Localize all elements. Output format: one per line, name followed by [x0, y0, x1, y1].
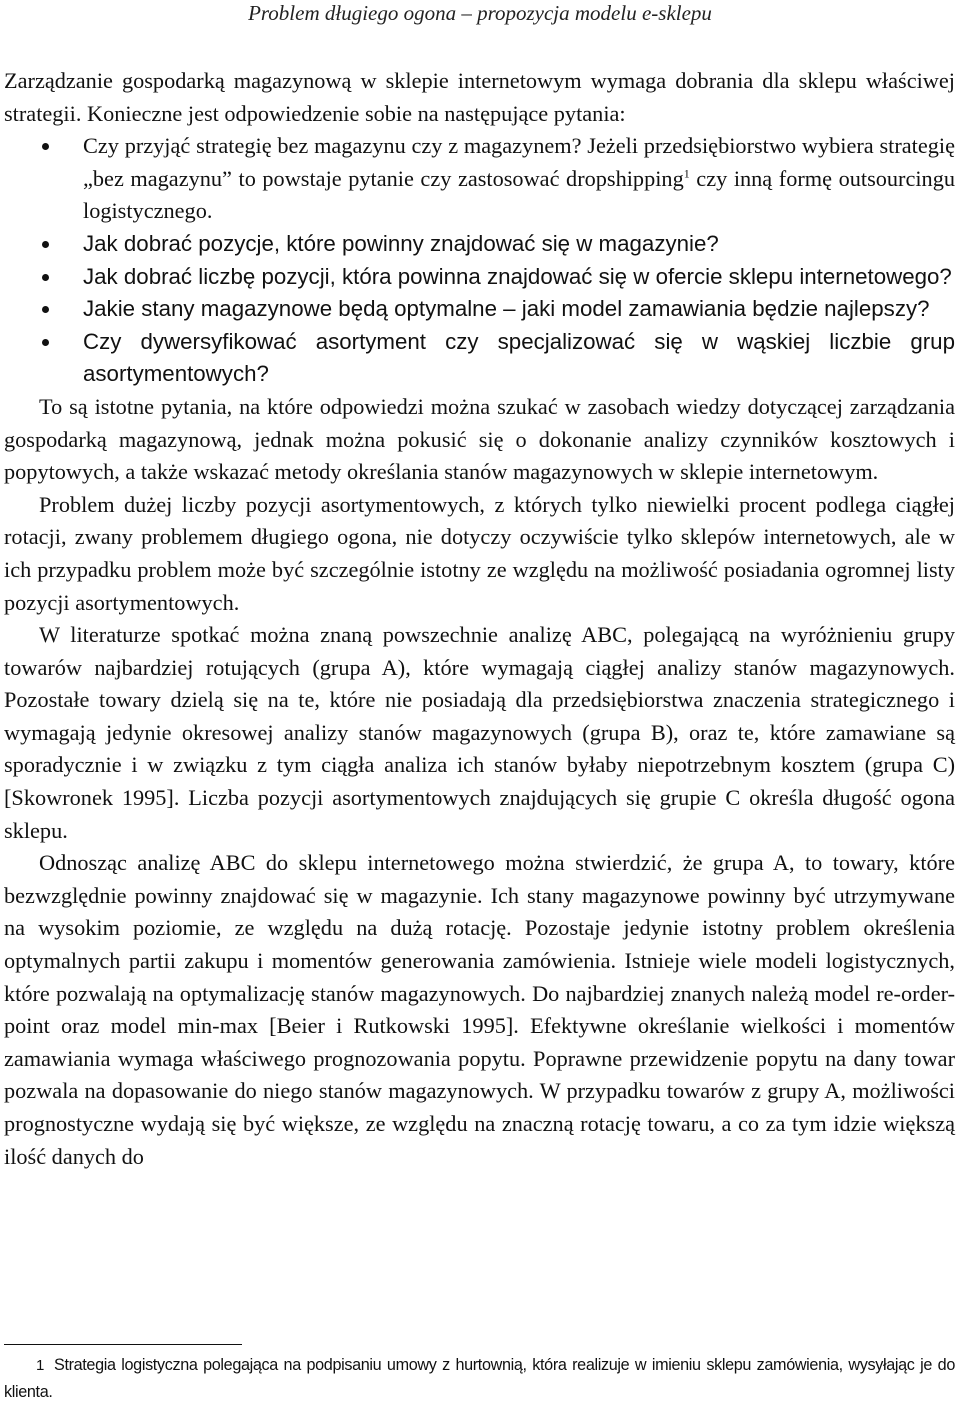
body-paragraph: To są istotne pytania, na które odpowiedzi można szukać w zasobach wiedzy dotyczącej zarządzania gospodarką magazynową, jednak można pokusić się o dokonanie analizy czynników kosztowych i popytowych, a także wskazać metody określania stanów magazynowych w sklepie internetowym. — [4, 393, 955, 485]
list-item-text: Jak dobrać liczbę pozycji, która powinna znajdować się w ofercie sklepu internetowego? — [83, 263, 952, 289]
bullet-icon — [42, 274, 49, 281]
footnote-ref[interactable]: 1 — [683, 166, 690, 181]
page-body — [4, 65, 955, 1173]
body-paragraph: Odnosząc analizę ABC do sklepu internetowego można stwierdzić, że grupa A, to towary, które bezwzględnie powinny znajdować się w magazynie. Ich stany magazynowe powinny być utrzymywane na wysokim poziomie, ze względu na dużą rotację. Pozostaje jedynie istotny problem określenia optymalnych partii zakupu i momentów generowania zamówienia. Istnieje wiele modeli logistycznych, które pozwalają na optymalizację stanów magazynowych. Do najbardziej znanych należą model re-order-point oraz model min-max [Beier i Rutkowski 1995]. Efektywne określanie wielkości i momentów zamawiania wymaga właściwego prognozowania popytu. Poprawne przewidzenie popytu na dany towar pozwala na dopasowanie do niego stanów magazynowych. W przypadku towarów z grupy A, możliwości prognostyczne wydają się być większe, ze względu na znaczną rotację towaru, a co za tym idzie większą ilość danych do — [4, 850, 955, 1169]
question-list — [4, 130, 955, 391]
list-item-text: Jak dobrać pozycje, które powinny znajdować się w magazynie? — [83, 230, 719, 256]
footnote — [4, 1352, 955, 1406]
footnote-number: 1 — [36, 1357, 44, 1374]
running-header: Problem długiego ogona – propozycja modelu e-sklepu — [248, 1, 712, 25]
bullet-icon — [42, 306, 49, 313]
list-item — [4, 228, 955, 261]
bullet-icon — [42, 143, 49, 150]
body-paragraph: W literaturze spotkać można znaną powszechnie analizę ABC, polegającą na wyróżnieniu grupy towarów najbardziej rotujących (grupa A), które wymagają ciągłej analizy stanów magazynowych. Pozostałe towary dzielą się na te, które nie posiadają dla przedsiębiorstwa znaczenia strategicznego i wymagają jedynie okresowej analizy stanów magazynowych (grupa B), oraz te, które zamawiane są sporadycznie i w związku z tym ciągła analiza ich stanów byłaby niepotrzebnym kosztem (grupa C) [Skowronek 1995]. Liczba pozycji asortymentowych znajdujących się grupie C określa długość ogona sklepu. — [4, 622, 955, 843]
list-item-text: Jakie stany magazynowe będą optymalne – jaki model zamawiania będzie najlepszy? — [83, 296, 930, 322]
footnote-divider — [4, 1344, 242, 1345]
bullet-icon — [42, 339, 49, 346]
list-item-text: czy inną formę outsourcingu logistycznego. — [83, 165, 956, 224]
list-item-text: Czy przyjąć strategię bez magazynu czy z magazynem? Jeżeli przedsiębiorstwo wybiera strategię „bez magazynu” to powstaje pytanie czy zastosować dropshipping — [83, 133, 955, 191]
intro-paragraph: Zarządzanie gospodarką magazynową w sklepie internetowym wymaga dobrania dla sklepu właściwej strategii. Konieczne jest odpowiedzenie sobie na następujące pytania: — [4, 68, 955, 126]
list-item-text: Czy dywersyfikować asortyment czy specjalizować się w wąskiej liczbie grup asortymentowych? — [83, 328, 955, 387]
bullet-icon — [42, 241, 49, 248]
list-item — [4, 293, 955, 326]
list-item — [4, 326, 955, 391]
body-paragraph: Problem dużej liczby pozycji asortymentowych, z których tylko niewielki procent podlega ciągłej rotacji, zwany problemem długiego ogona, nie dotyczy oczywiście tylko sklepów internetowych, ale w ich przypadku problem może być szczególnie istotny ze względu na możliwość posiadania ogromnej listy pozycji asortymentowych. — [4, 491, 955, 615]
footnote-text: Strategia logistyczna polegająca na podpisaniu umowy z hurtownią, która realizuje w imieniu sklepu zamówienia, wysyłając je do klienta. — [4, 1356, 955, 1401]
list-item — [4, 261, 955, 294]
list-item — [4, 130, 955, 228]
